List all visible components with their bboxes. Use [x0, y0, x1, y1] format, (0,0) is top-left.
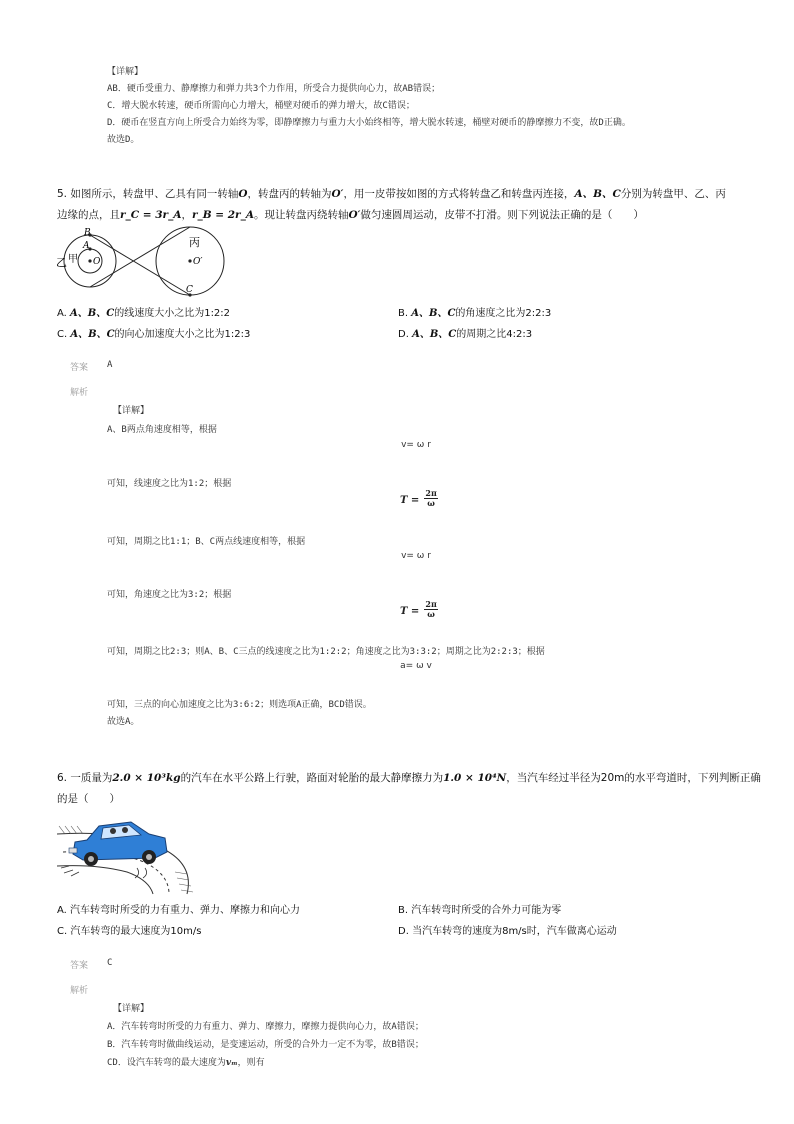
q5-formula-T-2: T = $\frac{2\pi}{\omega}$ [400, 599, 437, 619]
label-O-prime: O′ [193, 257, 203, 267]
top-detail-heading: 【详解】 [107, 67, 144, 77]
q5-detail-line-6: 可知，三点的向心加速度之比为3:6:2；则选项A正确，BCD错误。 [107, 700, 372, 710]
q5-formula-v-wr-1: v= ω r [401, 440, 431, 450]
q5-option-D[interactable]: D. A、B、C的周期之比4:2:3 [398, 329, 533, 340]
q6-stem-line-2: 的是（ ） [57, 793, 120, 805]
road-edge-inner [57, 866, 153, 894]
q6-detail-line-2: B．汽车转弯时做曲线运动，是变速运动，所受的合外力一定不为零，故B错误； [107, 1040, 424, 1050]
q5-answer-label: 答案 [70, 363, 89, 373]
q5-detail-line-2: 可知，线速度之比为1:2；根据 [107, 479, 232, 489]
q5-detail-line-1: A、B两点角速度相等，根据 [107, 425, 217, 435]
label-jia: 甲 [68, 254, 78, 265]
q5-analysis-label: 解析 [70, 388, 89, 398]
q5-formula-a-wv: a= ω v [400, 661, 432, 671]
q5-stem-line-1: 5. 如图所示，转盘甲、乙具有同一转轴O，转盘丙的转轴为O′，用一皮带按如图的方式将转盘乙和转盘丙连接，A、B、C分别为转盘甲、乙、丙 [57, 188, 726, 200]
label-C: C [186, 285, 193, 295]
q5-detail-line-7: 故选A。 [107, 717, 140, 727]
q5-detail-line-3: 可知，周期之比1:1；B、C两点线速度相等，根据 [107, 537, 306, 547]
q5-stem-line-2: 边缘的点，且r_C = 3r_A，r_B = 2r_A。现让转盘丙绕转轴O′做匀速圆周运动，皮带不打滑。则下列说法正确的是（ ） [57, 209, 644, 221]
belt-line-2 [90, 227, 190, 287]
q6-detail-heading: 【详解】 [113, 1004, 150, 1014]
q5-formula-T-1: T = $\frac{2\pi}{\omega}$ [400, 488, 437, 508]
q6-detail-line-1: A．汽车转弯时所受的力有重力、弹力、摩擦力，摩擦力提供向心力，故A错误； [107, 1022, 424, 1032]
q6-option-A[interactable]: A. 汽车转弯时所受的力有重力、弹力、摩擦力和向心力 [57, 905, 301, 916]
q6-option-C[interactable]: C. 汽车转弯的最大速度为10m/s [57, 926, 202, 937]
q6-answer-label: 答案 [70, 961, 89, 971]
belt-line-1 [90, 235, 190, 295]
top-detail-line-1: AB．硬币受重力、静摩擦力和弹力共3个力作用，所受合力提供向心力，故AB错误； [107, 84, 441, 94]
top-detail-line-2: C．增大脱水转速，硬币所需向心力增大，桶壁对硬币的弹力增大，故C错误； [107, 101, 415, 111]
label-B: B [84, 228, 91, 238]
q5-detail-line-4: 可知，角速度之比为3:2；根据 [107, 590, 232, 600]
q6-analysis-label: 解析 [70, 986, 89, 996]
top-detail-line-3: D．硬币在竖直方向上所受合力始终为零，即静摩擦力与重力大小始终相等，增大脱水转速，桶壁对硬币的静摩擦力不变，故D正确。 [107, 118, 631, 128]
q5-option-C[interactable]: C. A、B、C的向心加速度大小之比为1:2:3 [57, 329, 251, 340]
q6-car-figure [57, 812, 207, 896]
top-detail-line-4: 故选D。 [107, 135, 140, 145]
q5-detail-line-5: 可知，周期之比2:3；则A、B、C三点的线速度之比为1:2:2；角速度之比为3:3:2；周期之比为2:2:3；根据 [107, 647, 545, 657]
q5-option-B[interactable]: B. A、B、C的角速度之比为2:2:3 [398, 308, 552, 319]
label-bing: 丙 [189, 236, 200, 249]
label-O: O [93, 257, 101, 267]
q5-detail-heading: 【详解】 [113, 406, 150, 416]
q6-answer-value: C [107, 958, 113, 968]
q6-stem-line-1: 6. 一质量为2.0 × 10³kg的汽车在水平公路上行驶，路面对轮胎的最大静摩擦力为1.0 × 10⁴N，当汽车经过半径为20m的水平弯道时，下列判断正确 [57, 772, 761, 784]
q6-option-B[interactable]: B. 汽车转弯时所受的合外力可能为零 [398, 905, 562, 916]
q6-detail-line-3: CD．设汽车转弯的最大速度为vₘ，则有 [107, 1058, 265, 1068]
q5-formula-v-wr-2: v= ω r [401, 551, 431, 561]
q5-pulley-figure [54, 226, 234, 298]
q5-answer-value: A [107, 360, 113, 370]
q6-option-D[interactable]: D. 当汽车转弯的速度为8m/s时，汽车做离心运动 [398, 926, 617, 937]
q5-option-A[interactable]: A. A、B、C的线速度大小之比为1:2:2 [57, 308, 231, 319]
label-A: A [83, 241, 90, 251]
label-yi: 乙 [56, 256, 67, 269]
